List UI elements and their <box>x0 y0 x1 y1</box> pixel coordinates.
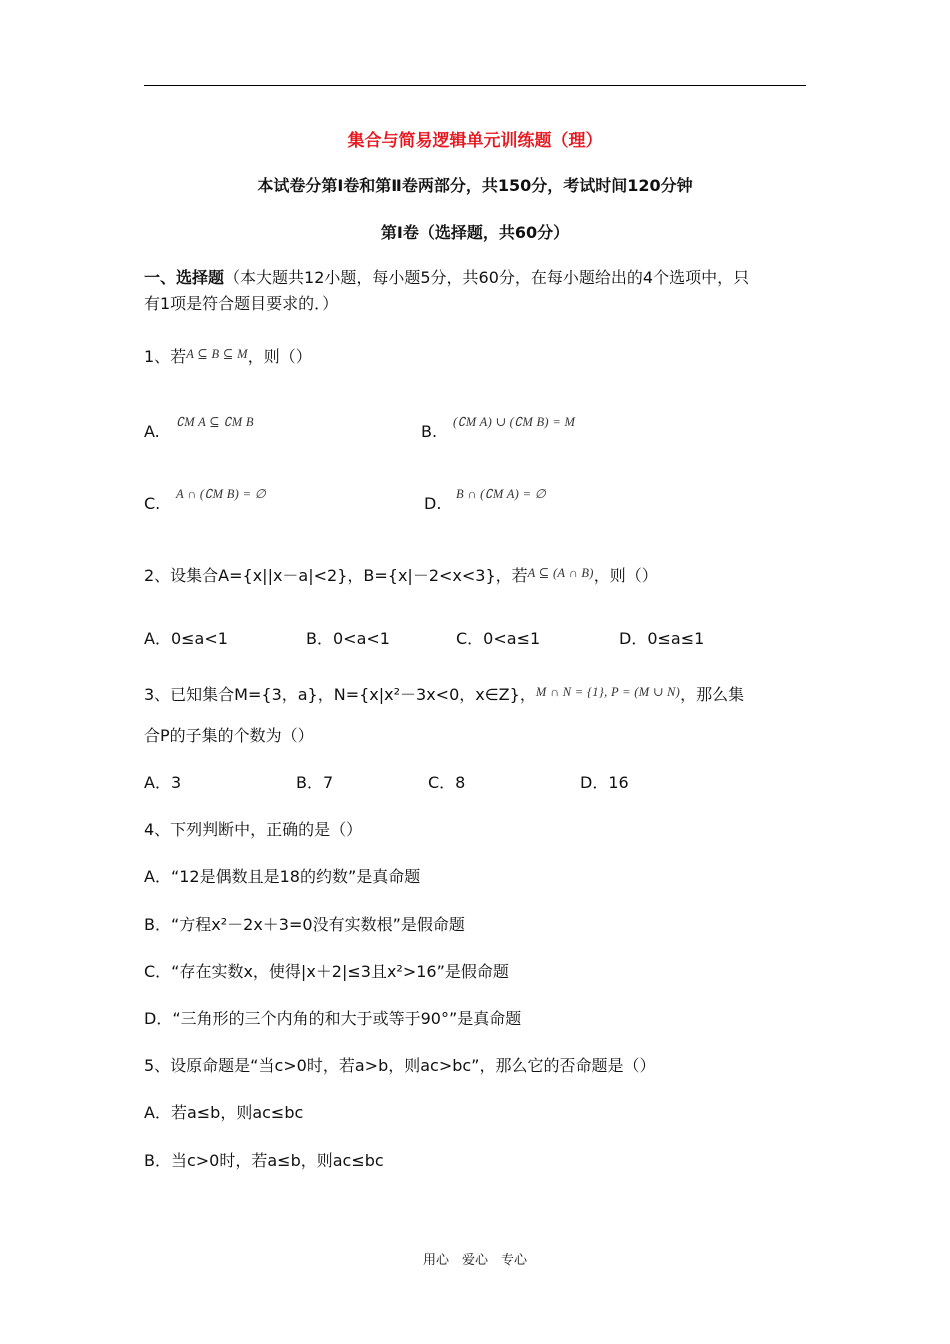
document-title: 集合与简易逻辑单元训练题（理） <box>347 131 603 151</box>
q1-option-c-label: C. <box>144 494 161 513</box>
q1-option-c[interactable] <box>144 487 266 515</box>
q5-option-b[interactable]: B．当c>0时，若a≤b，则ac≤bc <box>144 1151 384 1170</box>
question-4-stem: 4、下列判断中，正确的是（） <box>144 820 363 839</box>
q1-option-b[interactable] <box>421 415 576 443</box>
q4-option-b[interactable]: B．“方程x²－2x＋3=0没有实数根”是假命题 <box>144 915 465 934</box>
q3-option-a[interactable]: A．3 <box>144 773 182 792</box>
question-5-stem: 5、设原命题是“当c>0时，若a>b，则ac>bc”，那么它的否命题是（） <box>144 1056 656 1075</box>
q3-option-c[interactable]: C．8 <box>428 773 466 792</box>
instruction-text-1: （本大题共12小题，每小题5分，共60分，在每小题给出的4个选项中，只 <box>224 268 750 287</box>
page-footer: 用心 爱心 专心 <box>422 1253 527 1268</box>
q1-option-c-formula: A ∩ (∁M B) = ∅ <box>176 487 266 501</box>
question-3-stem-line-2: 合P的子集的个数为（） <box>144 726 314 745</box>
q2-option-c[interactable]: C．0<a≤1 <box>456 629 541 648</box>
q2-formula: A ⊆ (A ∩ B) <box>527 566 594 580</box>
q1-suffix: ，则（） <box>247 347 312 366</box>
q1-option-b-label: B. <box>421 422 438 441</box>
q1-option-d-formula: B ∩ (∁M A) = ∅ <box>456 487 546 501</box>
q1-option-a-formula: ∁M A ⊆ ∁M B <box>176 415 254 429</box>
q2-text: 2、设集合A={x||x－a|<2}，B={x|－2<x<3}，若 <box>144 566 528 585</box>
q1-option-a[interactable] <box>144 415 254 443</box>
question-2-stem <box>144 562 658 587</box>
q3-option-b[interactable]: B．7 <box>296 773 334 792</box>
q2-option-a[interactable]: A．0≤a<1 <box>144 629 228 648</box>
q1-option-d-label: D. <box>424 494 442 513</box>
q5-option-a[interactable]: A．若a≤b，则ac≤bc <box>144 1103 304 1122</box>
q4-option-c[interactable]: C．“存在实数x，使得|x＋2|≤3且x²>16”是假命题 <box>144 962 509 981</box>
q1-option-a-label: A. <box>144 422 160 441</box>
q2-option-d[interactable]: D．0≤a≤1 <box>619 629 705 648</box>
q1-option-d[interactable] <box>424 487 546 515</box>
header-rule <box>144 85 806 86</box>
q3-suffix: ，那么集 <box>680 685 745 704</box>
exam-info: 本试卷分第Ⅰ卷和第Ⅱ卷两部分，共150分，考试时间120分钟 <box>257 176 693 195</box>
q4-option-d[interactable]: D．“三角形的三个内角的和大于或等于90°”是真命题 <box>144 1009 522 1028</box>
q1-option-b-formula: (∁M A) ∪ (∁M B) = M <box>453 415 576 429</box>
q1-formula: A ⊆ B ⊆ M <box>186 347 248 361</box>
q4-option-a[interactable]: A．“12是偶数且是18的约数”是真命题 <box>144 867 421 886</box>
q2-option-b[interactable]: B．0<a<1 <box>306 629 390 648</box>
section-heading: 第Ⅰ卷（选择题，共60分） <box>380 223 570 242</box>
instruction-line-2: 有1项是符合题目要求的．） <box>144 294 339 313</box>
instruction-lead: 一、选择题 <box>144 268 225 287</box>
question-3-stem <box>144 681 744 706</box>
q1-prefix: 1、若 <box>144 347 187 366</box>
question-1-stem <box>144 343 312 368</box>
q2-suffix: ，则（） <box>593 566 658 585</box>
instruction-line-1 <box>144 267 749 289</box>
q3-text: 3、已知集合M={3，a}，N={x|x²－3x<0，x∈Z}， <box>144 685 536 704</box>
q3-formula: M ∩ N = {1}, P = (M ∪ N) <box>535 685 681 699</box>
q3-option-d[interactable]: D．16 <box>580 773 629 792</box>
